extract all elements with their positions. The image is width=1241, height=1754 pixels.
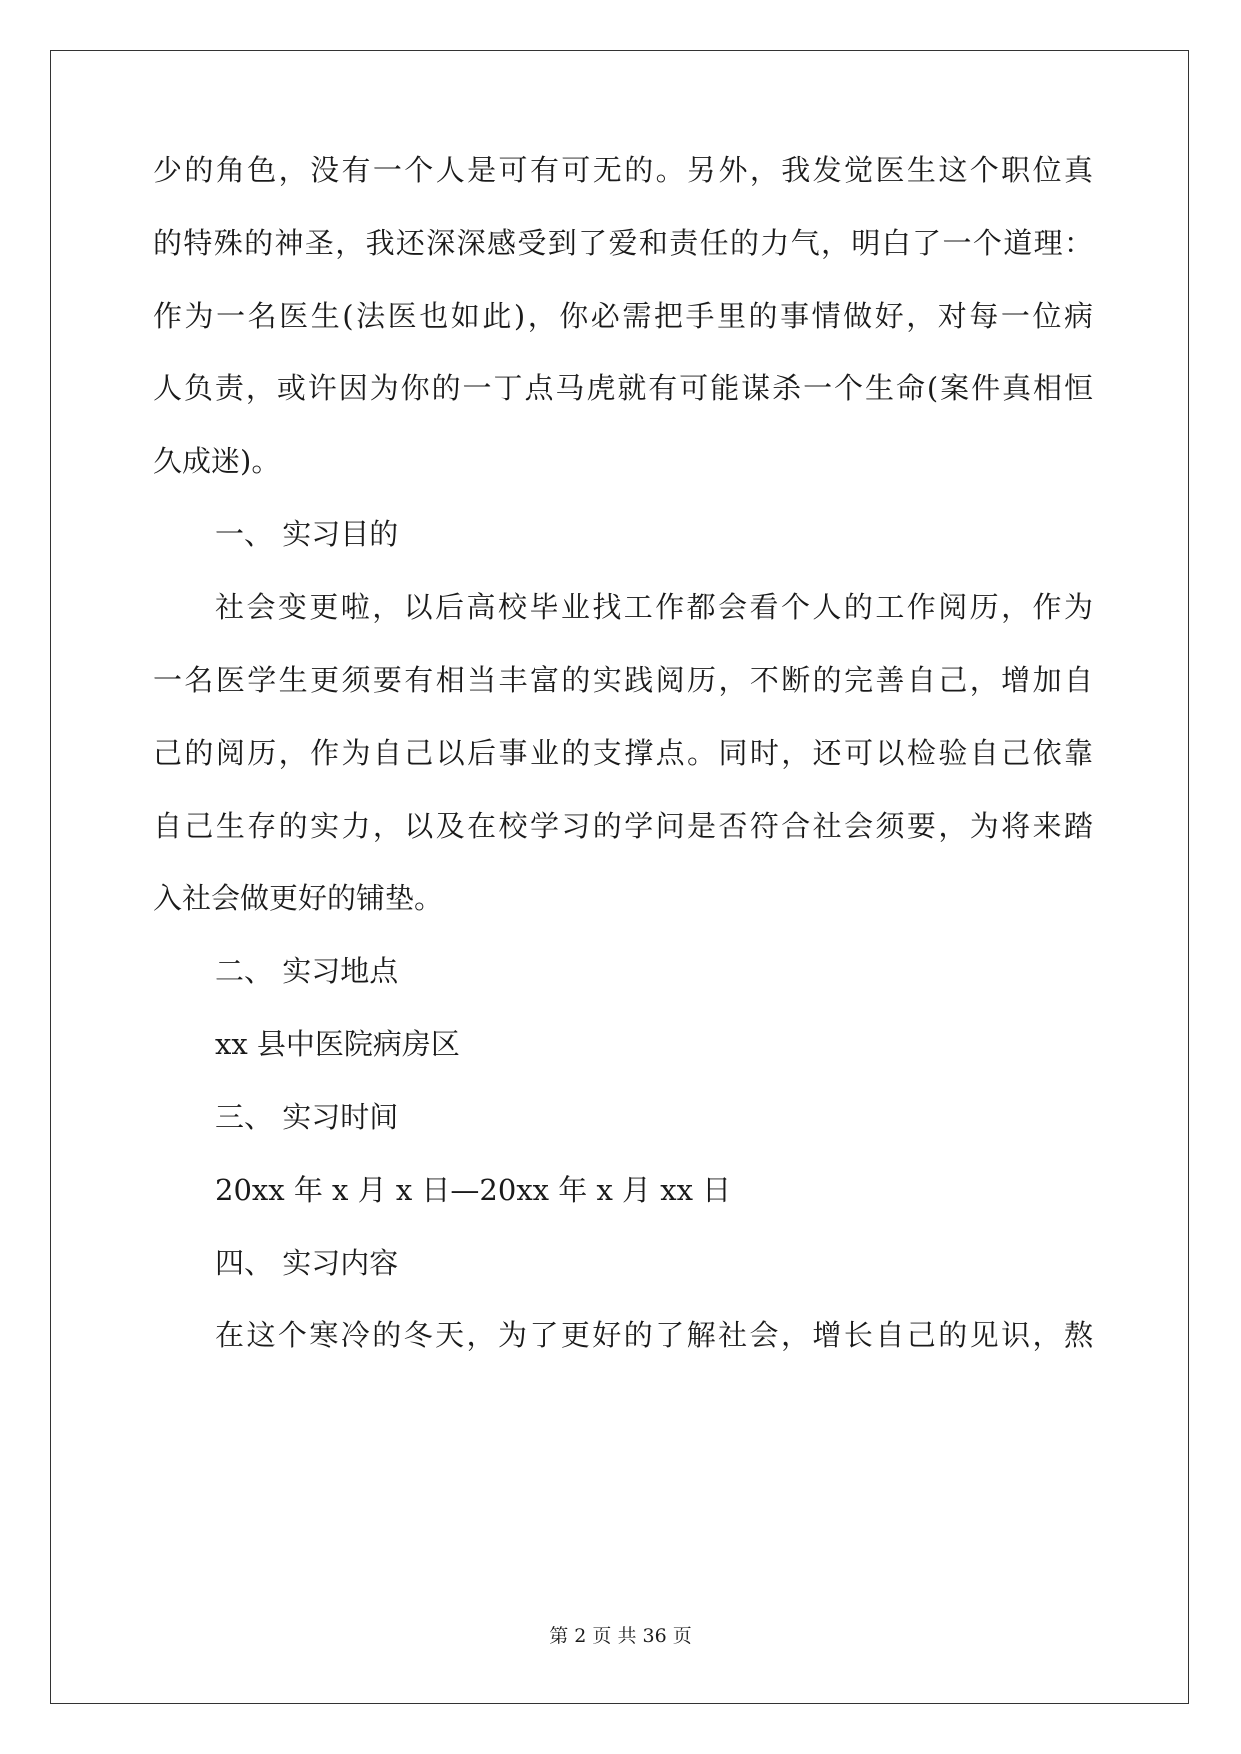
paragraph-line: 作为一名医生(法医也如此)，你必需把手里的事情做好，对每一位病 bbox=[153, 299, 1093, 333]
paragraph-line: 在这个寒冷的冬天，为了更好的了解社会，增长自己的见识，熬 bbox=[215, 1318, 1093, 1352]
paragraph-line: 久成迷)。 bbox=[153, 444, 281, 478]
section-heading: 一、 实习目的 bbox=[215, 517, 399, 551]
paragraph-line: 少的角色，没有一个人是可有可无的。另外，我发觉医生这个职位真 bbox=[153, 153, 1093, 187]
paragraph-line: 入社会做更好的铺垫。 bbox=[153, 881, 444, 915]
section-heading: 四、 实习内容 bbox=[215, 1246, 399, 1280]
page-number: 第 2 页 共 36 页 bbox=[549, 1625, 692, 1647]
paragraph-line: xx 县中医院病房区 bbox=[215, 1027, 460, 1061]
paragraph-line: 自己生存的实力，以及在校学习的学问是否符合社会须要，为将来踏 bbox=[153, 809, 1093, 843]
paragraph-line: 己的阅历，作为自己以后事业的支撑点。同时，还可以检验自己依靠 bbox=[153, 736, 1093, 770]
paragraph-line: 20xx 年 x 月 x 日—20xx 年 x 月 xx 日 bbox=[215, 1173, 732, 1207]
paragraph-line: 一名医学生更须要有相当丰富的实践阅历，不断的完善自己，增加自 bbox=[153, 663, 1093, 697]
section-heading: 二、 实习地点 bbox=[215, 954, 399, 988]
paragraph-line: 社会变更啦，以后高校毕业找工作都会看个人的工作阅历，作为 bbox=[215, 590, 1093, 624]
paragraph-line: 人负责，或许因为你的一丁点马虎就有可能谋杀一个生命(案件真相恒 bbox=[153, 371, 1093, 405]
section-heading: 三、 实习时间 bbox=[215, 1100, 399, 1134]
paragraph-line: 的特殊的神圣，我还深深感受到了爱和责任的力气，明白了一个道理： bbox=[153, 226, 1093, 260]
